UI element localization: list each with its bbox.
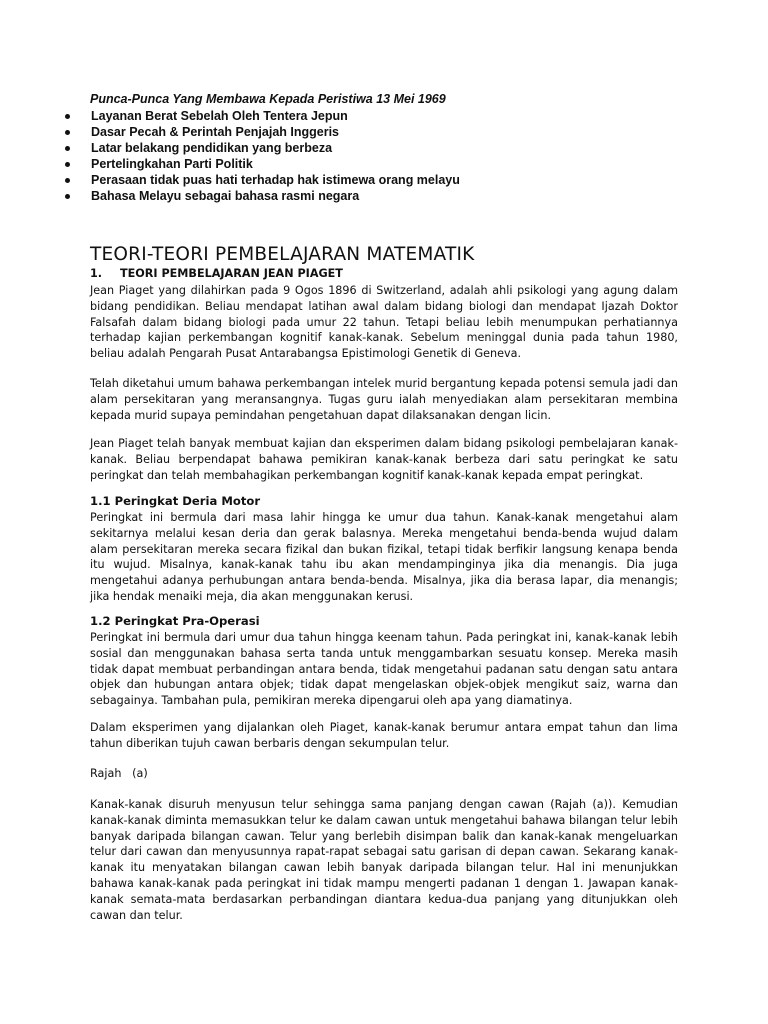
article-title: TEORI-TEORI PEMBELAJARAN MATEMATIK — [90, 244, 475, 265]
bullet-item-text: Perasaan tidak puas hati terhadap hak istimewa orang melayu — [91, 173, 460, 187]
paragraph-experiment: Dalam eksperimen yang dijalankan oleh Piaget, kanak-kanak berumur antara empat tahun dan lima tahun diberikan tujuh cawan berbaris dengan sekumpulan telur. — [90, 721, 678, 750]
paragraph-egg-cup: Kanak-kanak disuruh menyusun telur sehingga sama panjang dengan cawan (Rajah (a)). Kemudian kanak-kanak diminta memasukkan telur ke dalam cawan untuk mengetahui bahawa bilangan telur lebih banyak daripada bilangan cawan. Telur yang berlebih disimpan balik dan kanak-kanak mengeluarkan telur dari cawan dan menyusunnya rapat-rapat sebagai satu garisan di depan cawan. Sekarang kanak-kanak itu menyatakan bilangan cawan lebih banyak daripada bilangan telur. Hal ini menunjukkan bahawa kanak-kanak pada peringkat ini tidak mampu mengerti padanan 1 dengan 1. Jawapan kanak-kanak semata-mata berdasarkan perbandingan diantara kedua-dua panjang yang ditunjukkan oleh cawan dan telur. — [90, 798, 678, 922]
bullet-dot-icon — [65, 194, 70, 199]
bullet-dot-icon — [65, 114, 70, 119]
bullet-item — [62, 172, 662, 188]
section-number: 1. — [90, 267, 103, 280]
paragraph-sensorimotor: Peringkat ini bermula dari masa lahir hingga ke umur dua tahun. Kanak-kanak mengetahui alam sekitarnya melalui kesan deria dan gerak balasnya. Mereka mengetahui benda-benda wujud dalam alam persekitaran mereka secara fizikal dan bukan fizikal, tetapi tidak berfikir langsung kenapa benda itu wujud. Misalnya, kanak-kanak tahu ibu akan mendampinginya jika dia menangis. Dia juga mengetahui adanya perhubungan antara benda-benda. Misalnya, jika dia berasa lapar, dia menangis; jika hendak menaiki meja, dia akan menggunakan kerusi. — [90, 511, 678, 603]
subsection-heading-sensorimotor: 1.1 Peringkat Deria Motor — [90, 494, 261, 508]
paragraph-preoperational: Peringkat ini bermula dari umur dua tahun hingga keenam tahun. Pada peringkat ini, kanak-kanak lebih sosial dan menggunakan bahasa serta tanda untuk menggambarkan sesuatu konsep. Mereka masih tidak dapat membuat perbandingan antara benda, tidak mengetahui padanan satu dengan satu antara objek dan hubungan antara objek; tidak dapat mengelaskan objek-objek mengikut saiz, warna dan sebagainya. Tambahan pula, pemikiran mereka dipengarui oleh apa yang diamatinya. — [90, 631, 678, 708]
paragraph-intellect: Telah diketahui umum bahawa perkembangan intelek murid bergantung kepada potensi semula jadi dan alam persekitaran yang meransangnya. Tugas guru ialah menyediakan alam persekitaran membina kepada murid supaya pemindahan pengetahuan dapat dilaksanakan dengan licin. — [90, 377, 678, 422]
bullet-item — [62, 188, 662, 204]
section-heading — [90, 267, 343, 280]
outline-subtitle: Punca-Punca Yang Membawa Kepada Peristiwa 13 Mei 1969 — [90, 92, 446, 106]
outline-bullet-list — [62, 108, 662, 204]
bullet-item — [62, 140, 662, 156]
section-title: TEORI PEMBELAJARAN JEAN PIAGET — [120, 267, 343, 280]
bullet-item — [62, 156, 662, 172]
bullet-item-text: Layanan Berat Sebelah Oleh Tentera Jepun — [91, 109, 348, 123]
bullet-dot-icon — [65, 146, 70, 151]
bullet-item-text: Dasar Pecah & Perintah Penjajah Inggeris — [91, 125, 340, 139]
bullet-dot-icon — [65, 130, 70, 135]
paragraph-piaget-bio: Jean Piaget yang dilahirkan pada 9 Ogos 1896 di Switzerland, adalah ahli psikologi yang agung dalam bidang pendidikan. Beliau mendapat latihan awal dalam bidang biologi dan mendapat Ijazah Doktor Falsafah dalam bidang biologi pada umur 22 tahun. Tetapi beliau lebih menumpukan perhatiannya terhadap kajian perkembangan kognitif kanak-kanak. Sebelum meninggal dunia pada tahun 1980, beliau adalah Pengarah Pusat Antarabangsa Epistimologi Genetik di Geneva. — [90, 284, 678, 361]
bullet-item-text: Bahasa Melayu sebagai bahasa rasmi negara — [91, 189, 360, 203]
bullet-item — [62, 124, 662, 140]
paragraph-research: Jean Piaget telah banyak membuat kajian dan eksperimen dalam bidang psikologi pembelajaran kanak-kanak. Beliau berpendapat bahawa pemikiran kanak-kanak berbeza dari satu peringkat ke satu peringkat dan telah membahagikan perkembangan kognitif kanak-kanak kepada empat peringkat. — [90, 437, 678, 482]
subsection-heading-preoperational: 1.2 Peringkat Pra-Operasi — [90, 614, 260, 628]
bullet-item-text: Pertelingkahan Parti Politik — [91, 157, 253, 171]
figure-label: Rajah (a) — [90, 767, 148, 780]
bullet-item-text: Latar belakang pendidikan yang berbeza — [91, 141, 333, 155]
bullet-item — [62, 108, 662, 124]
bullet-dot-icon — [65, 162, 70, 167]
bullet-dot-icon — [65, 178, 70, 183]
